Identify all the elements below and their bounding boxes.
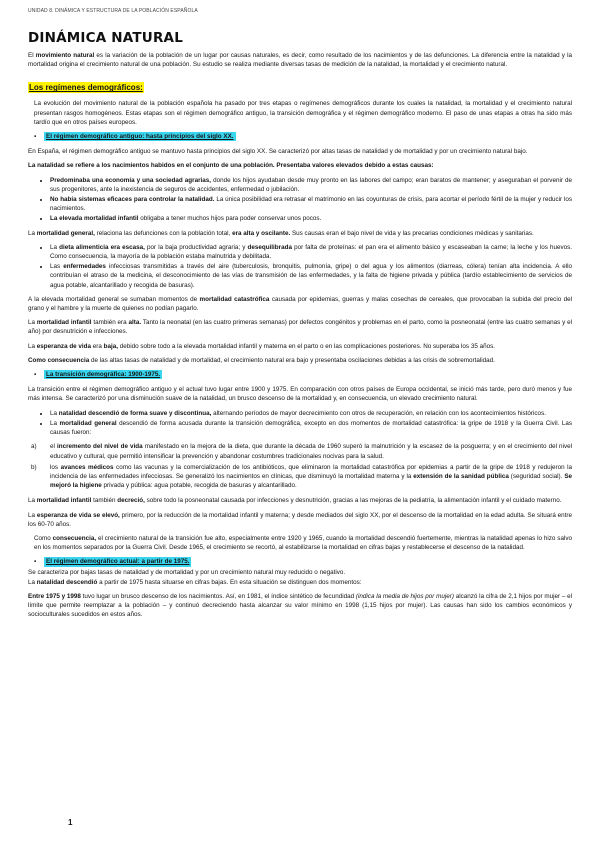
bullet-icon: ▪ xyxy=(34,371,37,379)
transicion-list xyxy=(28,409,572,438)
list-item: • La dieta alimenticia era escasa, por la baja productividad agraria; y desequilibrada por falta de proteínas: el pan era el alimento básico y escaseaban la carne; la leche y los huevos. Como consecuencia, la mayoría de la población estaba malnutrida y debilitada. xyxy=(50,243,572,261)
intro-paragraph: El movimiento natural es la variación de la población de un lugar por causas naturales, es decir, como resultado de los nacimientos y de las defunciones. La diferencia entre la natalidad y la mortalidad origina el crecimiento natural de una población. Su estudio se realiza mediante diversas tasas de medición de la natalidad, la mortalidad y el crecimiento natural. xyxy=(28,52,572,69)
transicion-mortalidad-infantil: La mortalidad infantil también decreció, sobre todo la posneonatal causada por infecciones y desnutrición, gracias a las mejoras de la pediatría, la alimentación infantil y el cuidado materno. xyxy=(28,497,562,505)
consecuencia-paragraph: Como consecuencia de las altas tasas de natalidad y de mortalidad, el crecimiento natural era bajo y presentaba oscilaciones debidas a las crisis de sobremortalidad. xyxy=(28,356,495,364)
antiguo-intro: En España, el régimen demográfico antiguo se mantuvo hasta principios del siglo XX. Se caracterizó por altas tasas de natalidad y de mortalidad y por un crecimiento natural bajo. xyxy=(28,148,528,156)
transicion-intro: La transición entre el régimen demográfico antiguo y el actual tuvo lugar entre 1900 y 1975. En comparación con otros países de Europa occidental, se inició más tarde, pero duró menos y fue más intensa. Se caracterizó por una disminución suave de la natalidad, un brusco descenso de la mortalidad y, en consecuencia, un elevado crecimiento natural. xyxy=(28,386,572,403)
running-header: UNIDAD 8. DINÁMICA Y ESTRUCTURA DE LA POBLACIÓN ESPAÑOLA xyxy=(28,8,198,14)
bullet-icon: ▪ xyxy=(34,558,37,566)
list-item: • La elevada mortalidad infantil obligaba a tener muchos hijos para poder conservar unos pocos. xyxy=(50,214,572,223)
actual-intro: Se caracteriza por bajas tasas de natalidad y de mortalidad y por un crecimiento natural muy reducido o negativo. xyxy=(28,568,346,576)
list-item: • La natalidad descendió de forma suave y discontinua, alternando períodos de mayor decrecimiento con otros de recuperación, en relación con los acontecimientos históricos. xyxy=(50,409,572,418)
mortalidad-general-paragraph: La mortalidad general, relaciona las defunciones con la población total, era alta y oscilante. Sus causas eran el bajo nivel de vida y las precarias condiciones médicas y sanitarias. xyxy=(28,229,534,237)
natalidad-definition: La natalidad se refiere a los nacimientos habidos en el conjunto de una población. Presentaba valores elevados debido a estas causas: xyxy=(28,162,434,170)
transicion-esperanza-vida: La esperanza de vida se elevó, primero, por la reducción de la mortalidad infantil y materna; y desde mediados del siglo XX, por el descenso de la mortalidad en la edad adulta. Se situará entre los 60-70 años. xyxy=(28,511,573,528)
mortalidad-causes-list xyxy=(28,243,572,290)
mortalidad-infantil-paragraph: La mortalidad infantil también era alta. Tanto la neonatal (en las cuatro primeras semanas) por defectos congénitos y problemas en el parto, como la posneonatal (entre las cuatro semanas y el año) por desnutrición e infecciones. xyxy=(28,319,572,336)
heading-regimenes: Los regímenes demográficos: xyxy=(29,83,143,93)
term-movimiento-natural: movimiento natural xyxy=(35,52,95,59)
page-number: 1 xyxy=(68,818,73,827)
list-item: • No había sistemas eficaces para controlar la natalidad. La única posibilidad era retrasar el matrimonio en las coyunturas de crisis, para acortar el período fértil de la mujer y reducir los nacimientos. xyxy=(50,195,572,213)
lettered-item-a: a) el incremento del nivel de vida manifestado en la mejora de la dieta, que durante la década de 1960 superó la malnutrición y la escasez de la posguerra; y en el crecimiento del nivel educativo y cultural, que permitió intensificar la prevención y abandonar costumbres tradicionales nocivas para la salud. xyxy=(31,443,573,460)
natalidad-causes-list xyxy=(28,176,572,224)
esperanza-vida-paragraph: La esperanza de vida era baja, debido sobre todo a la elevada mortalidad infantil y materna en el parto o en las complicaciones posteriores. No superaba los 35 años. xyxy=(28,342,495,350)
heading-regimen-actual: ▪ El régimen demográfico actual: a partir de 1975. xyxy=(34,558,190,566)
transicion-consecuencia: Como consecuencia, el crecimiento natural de la transición fue alto, especialmente entre 1920 y 1965, cuando la mortalidad descendió fuertemente, mientras la natalidad apenas lo hizo salvo en los momentos separados por la Guerra Civil. Desde 1965, el crecimiento se recortó, al estabilizarse la mortalidad en cifras bajas y restablecerse el descenso de la natalidad. xyxy=(34,534,573,552)
list-item: • La mortalidad general descendió de forma acusada durante la transición demográfica, excepto en dos momentos de mortalidad catastrófica: la gripe de 1918 y la Guerra Civil. Las causas fueron: xyxy=(50,419,572,437)
actual-natalidad: La natalidad descendió a partir de 1975 hasta situarse en cifras bajas. En esta situación se distinguen dos momentos: xyxy=(28,578,362,586)
bullet-icon: ▪ xyxy=(34,133,37,141)
actual-1975-1998: Entre 1975 y 1998 tuvo lugar un brusco descenso de los nacimientos. Así, en 1981, el índice sintético de fecundidad (indica la media de hijos por mujer) alcanzó la cifra de 2,1 hijos por mujer – el límite que permite reemplazar a la población – y continuó decreciendo hasta alcanzar su valor mínimo en 1998 (1,15 hijos por mujer). Las causas han sido los cambios económicos y socioculturales sucedidos en estos años. xyxy=(28,592,573,619)
mortalidad-catastrofica-paragraph: A la elevada mortalidad general se sumaban momentos de mortalidad catastrófica causada por epidemias, guerras y malas cosechas de cereales, que provocaban la subida del precio del grano y el hambre y la muerte de quienes no podían pagarlo. xyxy=(28,295,573,313)
list-item: • Las enfermedades infecciosas transmitidas a través del aire (tuberculosis, bronquitis, pulmonía, gripe) o del agua y los alimentos (diarreas, cólera) tenían alta incidencia. A ello contribuían el atraso de la medicina, el desconocimiento de las vías de transmisión de las enfermedades, y la falta de higiene privada y pública (tardío establecimiento de servicios de agua potable, alcantarillado y recogida de basuras). xyxy=(50,262,572,290)
lettered-item-b: b) los avances médicos como las vacunas y la comercialización de los antibióticos, que eliminaron la mortalidad catastrófica por epidemias a partir de la gripe de 1918 y redujeron la incidencia de las enfermedades infecciosas. Se generalizó los nacimientos en clínicas, que disminuyó la mortalidad materna y la extensión de la sanidad pública (seguridad social). Se mejoró la higiene privada y pública: agua potable, recogida de basuras y alcantarillado. xyxy=(31,463,573,490)
page-title: DINÁMICA NATURAL xyxy=(28,30,184,46)
heading-transicion: ▪ La transición demográfica: 1900-1975. xyxy=(34,371,161,379)
regimenes-paragraph: La evolución del movimiento natural de la población española ha pasado por tres etapas o regímenes demográficos durante los cuales la natalidad, la mortalidad y el crecimiento natural presentan rasgos homogéneos. Estas etapas son el régimen demográfico antiguo, la transición demográfica y el régimen demográfico moderno. El paso de unas etapas a otras ha sido más tardío que en otros países europeos. xyxy=(34,100,572,126)
heading-regimen-antiguo: ▪ El régimen demográfico antiguo: hasta principios del siglo XX. xyxy=(34,133,234,141)
list-item: • Predominaba una economía y una sociedad agrarias, donde los hijos ayudaban desde muy pronto en las labores del campo; eran baratos de mantener; y aseguraban el porvenir de sus progenitores, ante la inexistencia de seguros de accidentes, enfermedad o jubilación. xyxy=(50,176,572,194)
